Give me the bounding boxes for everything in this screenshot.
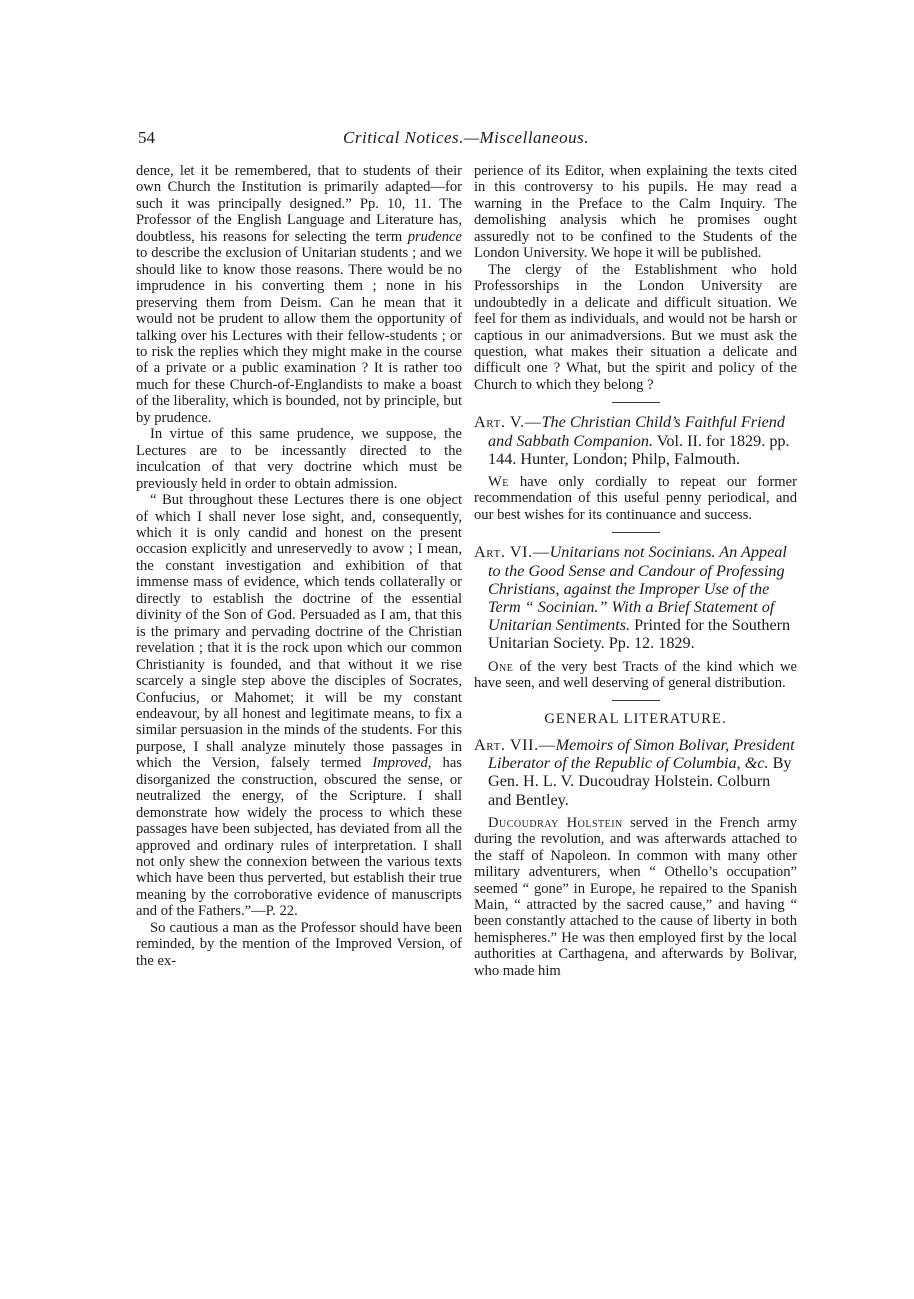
paragraph: dence, let it be remembered, that to students of their own Church the Institution is primarily adapted—for such it was principally designed.” Pp. 10, 11. The Professor of the English Language and Literature has, doubtless, his reasons for selecting the term prudence to describe the exclusion of Unitarian students ; and we should like to know those reasons. There would be no imprudence in his converting them ; none in his preserving them from Deism. Can he mean that it would not be prudent to allow them the opportunity of talking over his Lectures with their fellow-students ; or to risk the replies which they might make in the course of a private or a public examination ? It is rather too much for these Church-of-Englandists to make a boast of the liberality, which is bounded, not by principle, but by prudence.	[136, 163, 462, 426]
article-heading-vii: Art. VII.—Memoirs of Simon Bolivar, President Liberator of the Republic of Columbia, &c. By Gen. H. L. V. Ducoudray Holstein. Colburn and Bentley.	[474, 735, 795, 809]
quotation-paragraph: “ But throughout these Lectures there is one object of which I shall never lose sight, and, consequently, which it is only candid and honest on the present occasion explicitly and unreservedly to avow ; I mean, the constant investigation and exhibition of that immense mass of evidence, which tends collaterally or directly to establish the doctrine of the essential divinity of the Son of God. Persuaded as I am, that this is the primary and pervading doctrine of the Christian revelation ; that it is the rock upon which our common Christianity is founded, and that without it we rise scarcely a single step above the disciples of Socrates, Confucius, or Mahomet; it will be my constant endeavour, by all honest and legitimate means, to fix a similar persuasion in the minds of the students. For this purpose, I shall analyze minutely those passages in which the Version, falsely termed Improved, has disorganized the construction, obscured the sense, or neutralized the energy, of the Scripture. I shall demonstrate how widely the process to which these passages have been subjected, has deviated from all the approved and ordinary rules of interpretation. I shall not only shew the connexion between the various texts which have been thus perverted, but establish their true meaning by the corroborative evidence of manuscripts and of the Fathers.”—P. 22.	[136, 492, 462, 920]
article-heading-v: Art. V.—The Christian Child’s Faithful Friend and Sabbath Companion. Vol. II. for 1829. pp. 144. Hunter, London; Philp, Falmouth.	[474, 413, 790, 468]
page-number: 54	[138, 128, 155, 147]
section-divider	[612, 532, 660, 533]
article-body-vi: One of the very best Tracts of the kind which we have seen, and well deserving of general distribution.	[474, 658, 797, 691]
paragraph: So cautious a man as the Professor should have been reminded, by the mention of the Improved Version, of the ex-	[136, 919, 462, 969]
section-heading: GENERAL LITERATURE.	[544, 711, 727, 728]
paragraph: perience of its Editor, when explaining the texts cited in this controversy to his pupils. He may read a warning in the Preface to the Calm Inquiry. The demolishing analysis which he promises ought assuredly not to be confined to the Students of the London University. We hope it will be published.	[474, 163, 797, 262]
article-body-vii: Ducoudray Holstein served in the French army during the revolution, and was afterwards attached to the staff of Napoleon. In common with many other military adventurers, when “ Othello’s occupation” seemed “ gone” in Europe, he repaired to the Spanish Main, “ attracted by the sacred cause,” and having “ been constantly attached to the cause of liberty in both hemispheres.” He was then employed first by the local authorities at Carthagena, and afterwards by Bolivar, who made him	[474, 814, 797, 979]
left-column	[136, 163, 462, 969]
paragraph: In virtue of this same prudence, we suppose, the Lectures are to be incessantly directed to the inculcation of that very doctrine which must be previously held in order to obtain admission.	[136, 426, 462, 492]
section-divider	[612, 402, 660, 403]
running-head	[138, 128, 794, 154]
article-heading-vi: Art. VI.—Unitarians not Socinians. An Appeal to the Good Sense and Candour of Professing Christians, against the Improper Use of the Term “ Socinian.” With a Brief Statement of Unitarian Sentiments. Printed for the Southern Unitarian Society. Pp. 12. 1829.	[474, 543, 791, 653]
right-column	[474, 163, 797, 979]
running-title: Critical Notices.—Miscellaneous.	[343, 128, 589, 147]
section-divider	[612, 700, 660, 701]
article-body-v: We have only cordially to repeat our former recommendation of this useful penny periodical, and our best wishes for its continuance and success.	[474, 473, 797, 523]
paragraph: The clergy of the Establishment who hold Professorships in the London University are undoubtedly in a delicate and difficult situation. We feel for them as individuals, and would not be harsh or captious in our animadversions. But we must ask the question, what makes their situation a delicate and difficult one ? What, but the spirit and policy of the Church to which they belong ?	[474, 261, 797, 393]
